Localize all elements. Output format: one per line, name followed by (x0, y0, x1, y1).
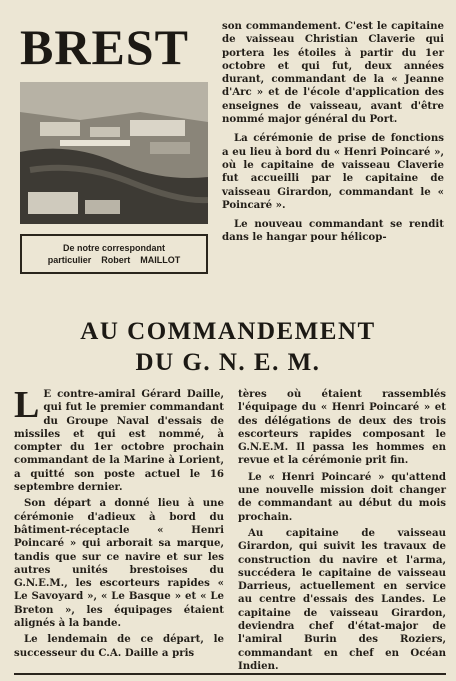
headline-line-2: DU G. N. E. M. (135, 349, 321, 376)
left-paragraph-3: Le lendemain de ce départ, le successeur du C.A. Daille a pris (14, 633, 224, 659)
left-paragraph-2: Son départ a donné lieu à une cérémonie d'adieux à bord du bâtiment-réceptacle « Henri Poincaré » qui arborait sa marque, tandis que sur ce navire et sur les autres unités brestoises du G.N.E.M., les escorteurs rapides « Le Savoyard », « Le Basque » et « Le Breton », les équipages étaient alignés à la bande. (14, 497, 224, 630)
correspondent-credit (20, 234, 208, 274)
top-paragraph-3: Le nouveau commandant se rendit dans le hangar pour hélicop- (222, 218, 444, 244)
left-paragraph-1 (14, 384, 224, 494)
right-paragraph-2: Le « Henri Poincaré » qu'attend une nouvelle mission doit changer de commandant au début du mois prochain. (238, 470, 446, 523)
left-paragraph-1-text: E contre-amiral Gérard Daille, qui fut le premier commandant du Groupe Naval d'essais de missiles et qui est nommé, à compter du 1er octobre prochain commandant de la Marine à Lorient, a quitté son poste actuel le 16 septembre dernier. (14, 388, 224, 494)
top-right-column (222, 20, 444, 251)
headline-line-1: AU COMMANDEMENT (80, 318, 376, 345)
bottom-rule (14, 673, 446, 675)
article-headline (0, 316, 456, 378)
credit-line-2: particulier Robert MAILLOT (47, 255, 181, 265)
article-right-column (238, 388, 446, 676)
drop-cap: L (14, 384, 40, 426)
credit-line-1: De notre correspondant (62, 243, 165, 253)
right-paragraph-1: tères où étaient rassemblés l'équipage du « Henri Poincaré » et des délégations de deux des trois escorteurs rapides composant le G.N.E.M. Il passa les hommes en revue et la cérémonie prit fin. (238, 388, 446, 467)
right-paragraph-3: Au capitaine de vaisseau Girardon, qui suivit les travaux de construction du navire et l'arma, succédera le capitaine de vaisseau Darrieus, actuellement en service au centre d'essais des Landes. Le capitaine de vaisseau Girardon, deviendra chef d'état-major de l'amiral Burin des Roziers, commandant en chef en Océan Indien. (238, 526, 446, 672)
top-paragraph-2: La cérémonie de prise de fonctions a eu lieu à bord du « Henri Poincaré », où le capitaine de vaisseau Claverie fut accueilli par le capitaine de vaisseau Girardon, commandant le « Poincaré ». (222, 132, 444, 211)
section-masthead: BREST (20, 19, 189, 75)
top-paragraph-1: son commandement. C'est le capitaine de vaisseau Christian Claverie qui portera les étoiles à partir du 1er octobre et qui fut, deux années durant, commandant de la « Jeanne d'Arc » et de l'école d'application des enseignes de vaisseau, avant d'être nommé major général du Port. (222, 20, 444, 126)
aerial-harbor-photo (20, 82, 208, 224)
article-left-column (14, 384, 224, 663)
